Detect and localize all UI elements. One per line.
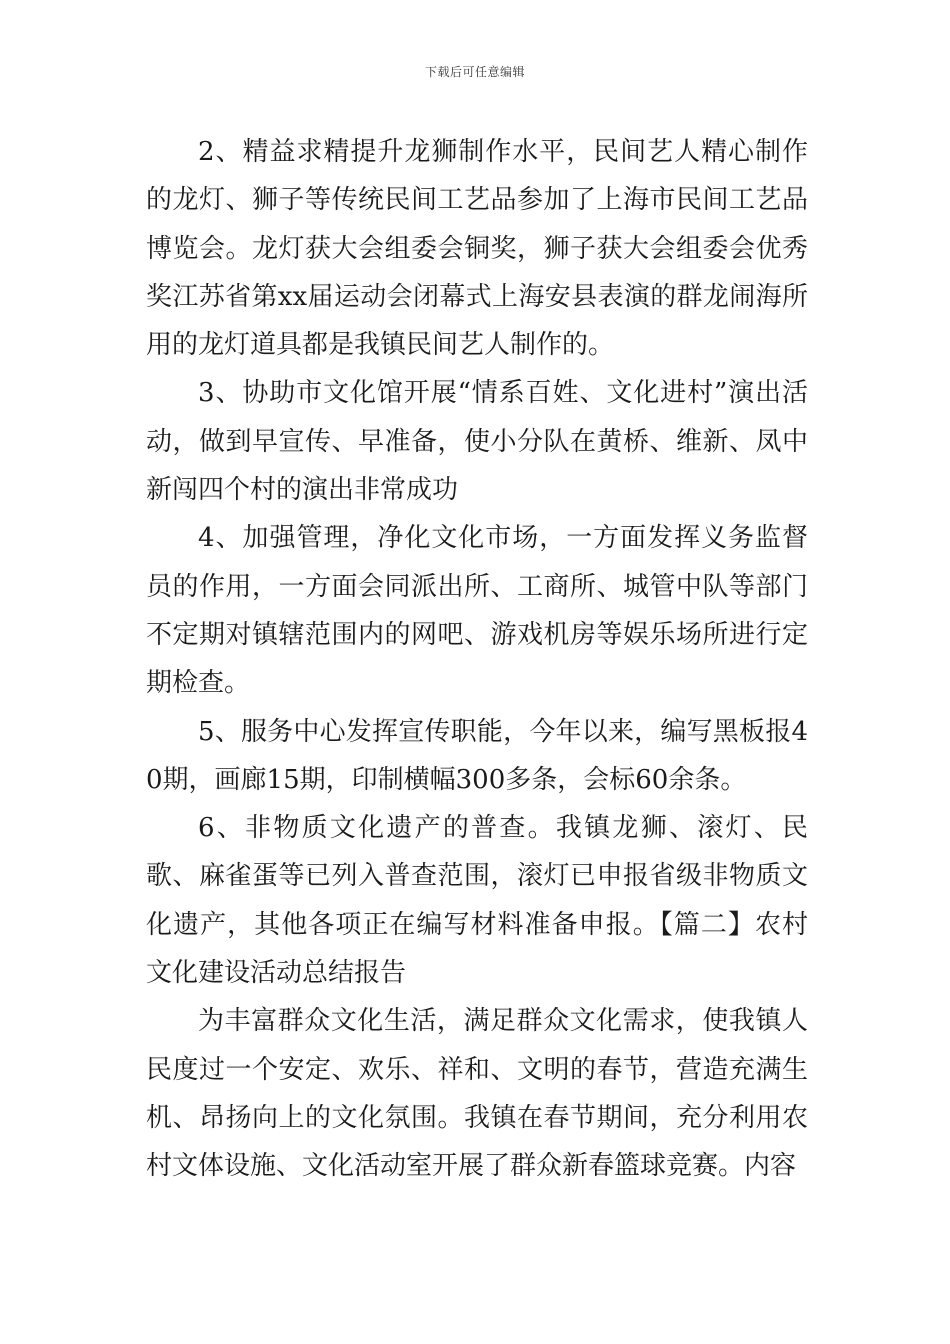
page-header: 下载后可任意编辑 — [424, 65, 525, 79]
document-body — [146, 128, 808, 1191]
paragraph-item-3: 3、协助市文化馆开展“情系百姓、文化进村”演出活动，做到早宣传、早准备，使小分队在黄桥、维新、凤中新闯四个村的演出非常成功 — [146, 378, 808, 506]
paragraph-item-4: 4、加强管理，净化文化市场，一方面发挥义务监督员的作用，一方面会同派出所、工商所、城管中队等部门不定期对镇辖范围内的网吧、游戏机房等娱乐场所进行定期检查。 — [146, 523, 808, 699]
paragraph-section-two-intro: 为丰富群众文化生活，满足群众文化需求，使我镇人民度过一个安定、欢乐、祥和、文明的春节，营造充满生机、昂扬向上的文化氛围。我镇在春节期间，充分利用农村文体设施、文化活动室开展了群众新春篮球竞赛。内容 — [146, 1006, 808, 1182]
paragraph-item-6: 6、非物质文化遗产的普查。我镇龙狮、滚灯、民歌、麻雀蛋等已列入普查范围，滚灯已申报省级非物质文化遗产，其他各项正在编写材料准备申报。【篇二】农村文化建设活动总结报告 — [146, 813, 808, 989]
paragraph-item-2: 2、精益求精提升龙狮制作水平，民间艺人精心制作的龙灯、狮子等传统民间工艺品参加了上海市民间工艺品博览会。龙灯获大会组委会铜奖，狮子获大会组委会优秀奖江苏省第xx届运动会闭幕式上海安县表演的群龙闹海所用的龙灯道具都是我镇民间艺人制作的。 — [146, 137, 808, 361]
paragraph-item-5: 5、服务中心发挥宣传职能，今年以来，编写黑板报40期，画廊15期，印制横幅300多条，会标60余条。 — [146, 716, 808, 795]
